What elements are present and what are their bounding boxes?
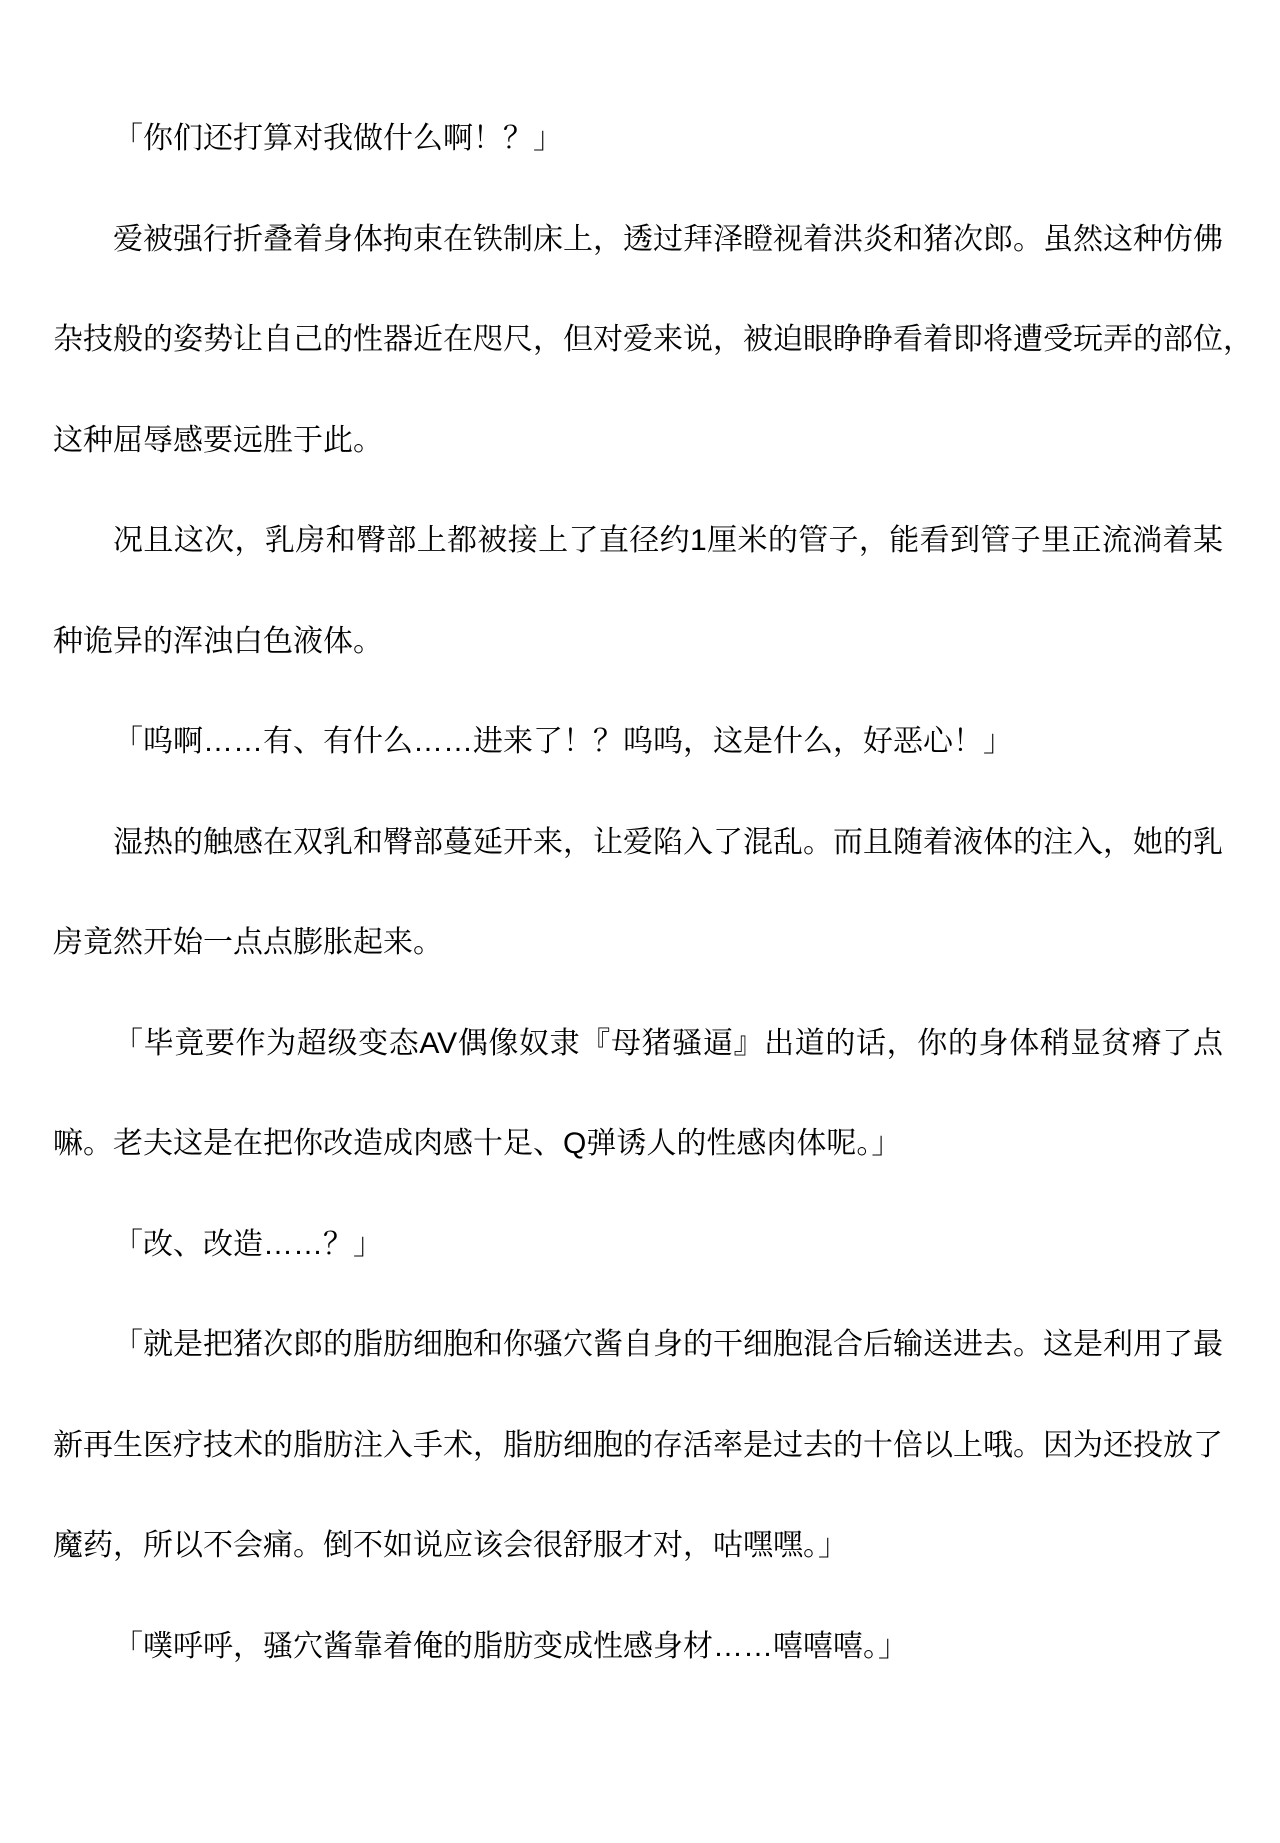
text-line: 杂技般的姿势让自己的性器近在咫尺，但对爱来说，被迫眼睁睁看着即将遭受玩弄的部位， <box>53 323 1253 356</box>
paragraph-dialogue <box>53 692 1223 793</box>
text-line: 湿热的触感在双乳和臀部蔓延开来，让爱陷入了混乱。而且随着液体的注入，她的乳 <box>113 825 1223 859</box>
paragraph-dialogue <box>53 994 1223 1195</box>
text-line: 「毕竟要作为超级变态AV偶像奴隶『母猪骚逼』出道的话，你的身体稍显贫瘠了点 <box>113 1026 1223 1060</box>
text-line: 这种屈辱感要远胜于此。 <box>53 423 383 457</box>
text-line: 「呜啊……有、有什么……进来了！？呜呜，这是什么，好恶心！」 <box>113 725 1013 758</box>
paragraph-dialogue <box>53 1295 1223 1597</box>
text-line: 「改、改造……？」 <box>113 1227 383 1261</box>
text-line: 「噗呼呼，骚穴酱靠着俺的脂肪变成性感身材……嘻嘻嘻。」 <box>113 1629 908 1663</box>
text-line: 爱被强行折叠着身体拘束在铁制床上，透过拜泽瞪视着洪炎和猪次郎。虽然这种仿佛 <box>113 222 1223 256</box>
novel-text-body <box>53 89 1253 1697</box>
text-line: 新再生医疗技术的脂肪注入手术，脂肪细胞的存活率是过去的十倍以上哦。因为还投放了 <box>53 1428 1223 1462</box>
text-line: 嘛。老夫这是在把你改造成肉感十足、Q弹诱人的性感肉体呢。」 <box>53 1127 902 1160</box>
text-line: 魔药，所以不会痛。倒不如说应该会很舒服才对，咕嘿嘿。」 <box>53 1529 848 1562</box>
paragraph-narration <box>53 793 1223 994</box>
text-line: 种诡异的浑浊白色液体。 <box>53 624 383 658</box>
paragraph-narration <box>53 190 1253 492</box>
paragraph-dialogue <box>53 1195 1223 1296</box>
text-line: 「你们还打算对我做什么啊！？」 <box>113 122 563 155</box>
paragraph-dialogue <box>53 1597 1223 1698</box>
paragraph-narration <box>53 491 1223 692</box>
text-line: 房竟然开始一点点膨胀起来。 <box>53 926 443 959</box>
text-line: 况且这次，乳房和臀部上都被接上了直径约1厘米的管子，能看到管子里正流淌着某 <box>113 524 1223 557</box>
text-line: 「就是把猪次郎的脂肪细胞和你骚穴酱自身的干细胞混合后输送进去。这是利用了最 <box>113 1328 1223 1361</box>
paragraph-dialogue <box>53 89 1223 190</box>
